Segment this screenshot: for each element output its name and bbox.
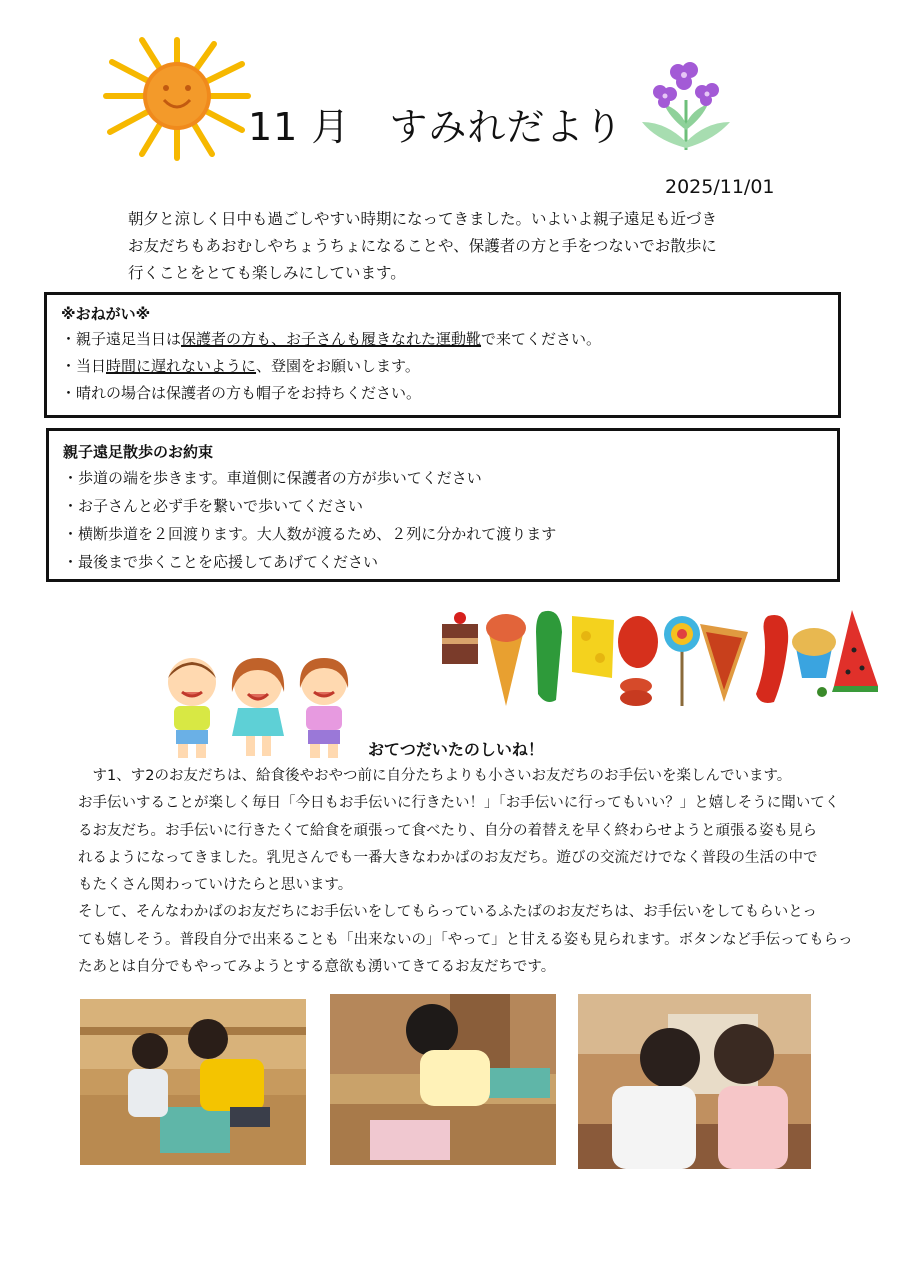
body-line: ても嬉しそう。普段自分で出来ることも「出来ないの」「やって」と甘える姿も見られます。ボタンなど手伝ってもらっ [78,931,853,948]
promise-item: ・歩道の端を歩きます。車道側に保護者の方が歩いてください [63,469,482,487]
request-box [44,292,841,418]
body-line: れるようになってきました。乳児さんでも一番大きなわかばのお友だち。遊びの交流だけでなく普段の生活の中で [78,849,818,866]
request-heading: ※おねがい※ [61,305,151,323]
request-item: ・当日時間に遅れないように、登園をお願いします。 [61,357,420,375]
photo-child-folding-clothes [330,994,556,1165]
photo-children-basket [80,999,306,1165]
body-line: るお友だち。お手伝いに行きたくて給食を頑張って食べたり、自分の着替えを早く終わらせようと頑張る姿も見ら [78,822,818,839]
promise-item: ・最後まで歩くことを応援してあげてください [63,553,379,571]
section-title: おてつだいたのしいね！ [368,740,544,759]
page-title: 11 月 すみれだより [248,105,624,149]
body-line: そして、そんなわかばのお友だちにお手伝いをしてもらっているふたばのお友だちは、お手伝いをしてもらいとっ [78,904,817,921]
intro-line: お友だちもあおむしやちょうちょになることや、保護者の方と手をつないでお散歩に [128,237,717,255]
promise-heading: 親子遠足散歩のお約束 [63,443,214,461]
food-row-illustration [438,602,878,714]
intro-line: 朝夕と涼しく日中も過ごしやすい時期になってきました。いよいよ親子遠足も近づき [128,210,718,228]
violet-flower-icon [636,60,736,152]
request-item: ・親子遠足当日は保護者の方も、お子さんも履きなれた運動靴で来てください。 [61,330,602,348]
three-children-illustration [160,652,356,762]
promise-box [46,428,840,582]
body-line: たあとは自分でもやってみようとする意欲も湧いてきてるお友だちです。 [78,959,556,976]
sun-icon [102,34,252,162]
intro-paragraph [128,206,808,287]
request-item: ・晴れの場合は保護者の方も帽子をお持ちください。 [61,384,422,402]
photo-child-buttoning [578,994,811,1169]
issue-date: 2025/11/01 [665,176,775,198]
body-line: お手伝いすることが楽しく毎日「今日もお手伝いに行きたい！」「お手伝いに行ってもいい？」と嬉しそうに聞いてく [78,795,840,812]
body-line: もたくさん関わっていけたらと思います。 [78,877,353,894]
body-line: す1、す2のお友だちは、給食後やおやつ前に自分たちよりも小さいお友だちのお手伝いを楽しんでいます。 [78,768,792,784]
promise-item: ・横断歩道を２回渡ります。大人数が渡るため、２列に分かれて渡ります [63,525,557,543]
intro-line: 行くことをとても楽しみにしています。 [128,264,406,282]
section-body [78,763,868,981]
promise-item: ・お子さんと必ず手を繋いで歩いてください [63,497,364,515]
